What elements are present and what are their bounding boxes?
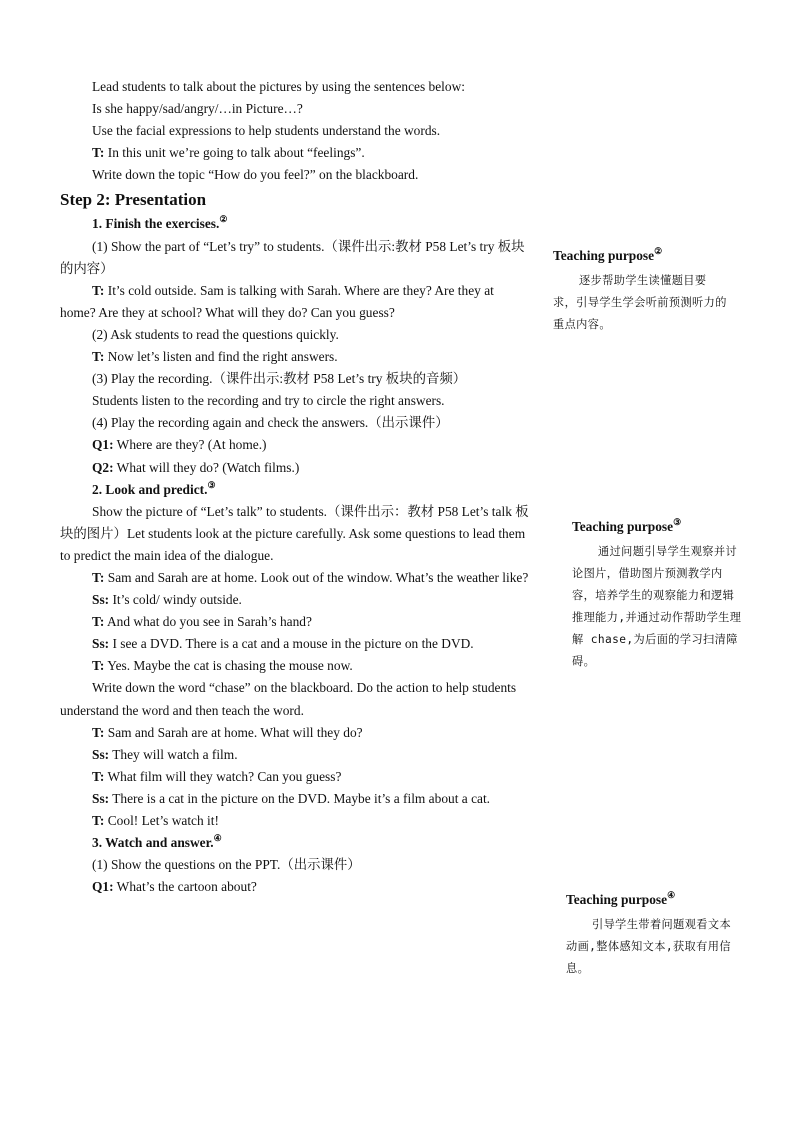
speaker-label: T: [92,349,105,365]
note-body: 引导学生带着问题观看文本动画,整体感知文本,获取有用信息。 [566,918,732,975]
text-line: (4) Play the recording again and check the answers.（出示课件） [92,415,449,431]
speaker-label: T: [92,658,105,674]
speaker-label: T: [92,614,105,630]
lesson-body [60,76,530,898]
speaker-label: Q1: [92,437,114,453]
text-line: Ss: It’s cold/ windy outside. [92,592,242,608]
text-line: Write down the word “chase” on the blackboard. Do the action to help students understand the word and then teach the word. [60,680,517,718]
text-line: Ss: There is a cat in the picture on the DVD. Maybe it’s a film about a cat. [92,790,491,806]
text-line: T: Yes. Maybe the cat is chasing the mouse now. [92,658,353,674]
text-line: T: It’s cold outside. Sam is talking with Sarah. Where are they? Are they at home? Are they at school? What will they do? Can you guess? [60,282,494,320]
speaker-label: Ss: [92,636,110,652]
text-line: (1) Show the questions on the PPT.（出示课件） [92,857,361,873]
speaker-label: Q1: [92,879,114,895]
text-line: Q2: What will they do? (Watch films.) [92,459,300,475]
note-title: Teaching purpose③ [572,517,682,534]
speaker-label: T: [92,813,105,828]
text-line: Students listen to the recording and try to circle the right answers. [92,393,445,409]
teaching-purpose-note-4 [566,890,741,980]
text-line: T: Sam and Sarah are at home. What will they do? [92,724,363,740]
text-line: Use the facial expressions to help students understand the words. [92,123,441,139]
text-line: T: In this unit we’re going to talk about “feelings”. [92,145,365,161]
text-line: Show the picture of “Let’s talk” to students.（课件出示：教材 P58 Let’s talk 板块的图片）Let students look at the picture carefully. Ask some questions to lead them to predict the main idea of the dialogue. [60,503,529,563]
text-line: T: Cool! Let’s watch it! [92,813,219,828]
speaker-label: Q2: [92,459,114,475]
note-body: 通过问题引导学生观察并讨论图片，借助图片预测教学内容，培养学生的观察能力和逻辑推理能力,并通过动作帮助学生理解 chase,为后面的学习扫清障碍。 [572,545,742,668]
speaker-label: Ss: [92,790,110,806]
note-title: Teaching purpose④ [566,890,676,907]
note-body: 逐步帮助学生读懂题目要求，引导学生学会听前预测听力的重点内容。 [553,274,727,331]
speaker-label: T: [92,569,105,585]
speaker-label: T: [92,768,105,784]
text-line: (2) Ask students to read the questions quickly. [92,326,339,342]
text-line: (1) Show the part of “Let’s try” to students.（课件出示:教材 P58 Let’s try 板块的内容） [60,238,525,276]
text-line: T: What film will they watch? Can you guess? [92,768,342,784]
teaching-purpose-note-3 [572,517,742,673]
speaker-label: T: [92,282,105,298]
section-heading: 2. Look and predict.③ [92,479,216,497]
text-line: Write down the topic “How do you feel?” on the blackboard. [92,167,419,183]
text-line: Ss: They will watch a film. [92,746,238,762]
teaching-purpose-note-2 [553,246,728,336]
footnote-marker: ② [219,214,228,225]
speaker-label: T: [92,724,105,740]
text-line: Ss: I see a DVD. There is a cat and a mouse in the picture on the DVD. [92,636,474,652]
footnote-marker: ④ [213,833,222,844]
text-line: T: Now let’s listen and find the right answers. [92,349,338,365]
text-line: (3) Play the recording.（课件出示:教材 P58 Let’s try 板块的音频） [92,371,467,387]
text-line: Q1: What’s the cartoon about? [92,879,257,895]
text-line: T: Sam and Sarah are at home. Look out of the window. What’s the weather like? [92,569,529,585]
speaker-label: Ss: [92,746,110,762]
section-heading: 1. Finish the exercises.② [92,214,228,232]
footnote-marker: ③ [207,479,216,490]
note-title: Teaching purpose② [553,246,663,263]
text-line: T: And what do you see in Sarah’s hand? [92,614,312,630]
speaker-label: T: [92,145,105,161]
section-heading: 3. Watch and answer.④ [92,833,222,851]
text-line: Is she happy/sad/angry/…in Picture…? [92,101,303,117]
text-line: Lead students to talk about the pictures by using the sentences below: [92,79,465,94]
step-heading: Step 2: Presentation [60,190,207,210]
text-line: Q1: Where are they? (At home.) [92,437,267,453]
speaker-label: Ss: [92,592,110,608]
